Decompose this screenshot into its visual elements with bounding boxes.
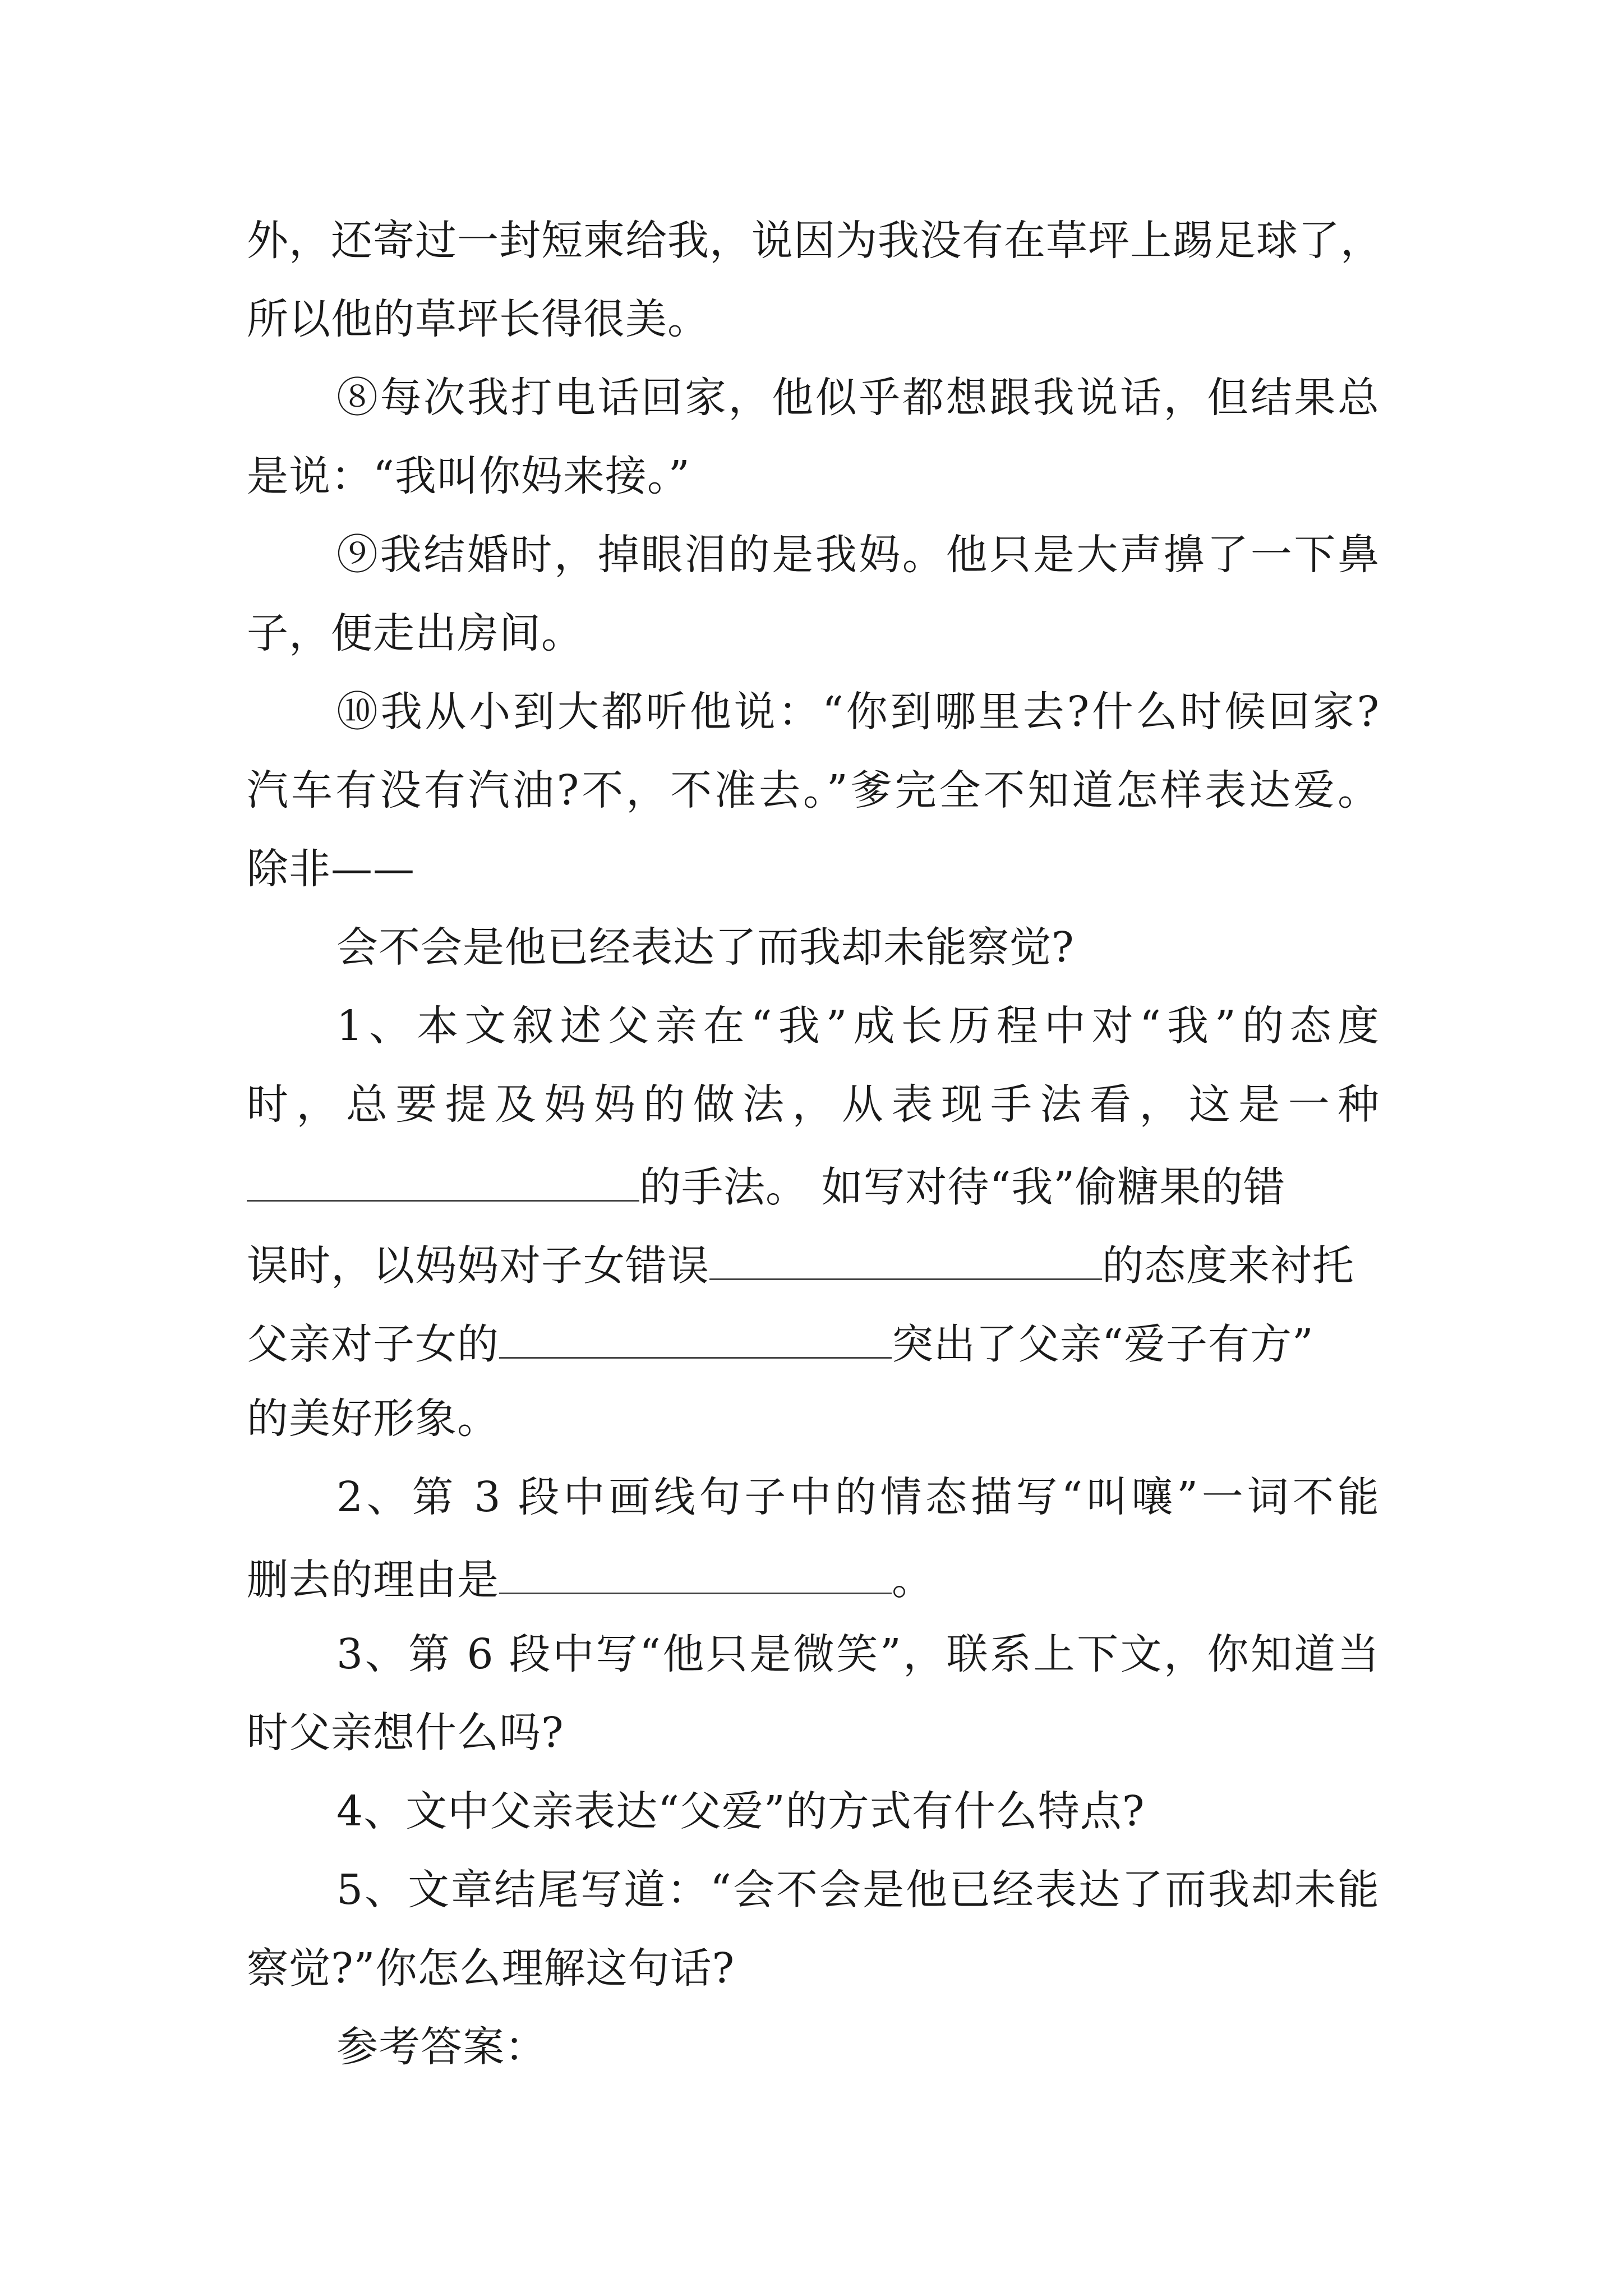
question-2-line: 2、第 3 段中画线句子中的情态描写“叫嚷”一词不能: [336, 1473, 1380, 1521]
text-line: 的美好形象。: [247, 1395, 499, 1443]
text-segment: 。: [892, 1556, 934, 1604]
text-line: 时，总要提及妈妈的做法，从表现手法看，这是一种: [247, 1080, 1380, 1129]
text-line: 察觉?”你怎么理解这句话?: [247, 1944, 735, 1993]
paragraph-8-line: ⑧每次我打电话回家，他似乎都想跟我说话，但结果总: [336, 374, 1380, 422]
question-2-blank-line: [247, 1555, 1380, 1604]
answer-blank[interactable]: [499, 1555, 892, 1594]
question-1-blank-line: [247, 1319, 1380, 1369]
text-segment: 删去的理由是: [247, 1556, 499, 1604]
answer-blank[interactable]: [499, 1319, 892, 1359]
text-segment: 的态度来衬托: [1102, 1241, 1354, 1290]
text-line: 除非——: [247, 845, 415, 893]
question-3-line: 3、第 6 段中写“他只是微笑”，联系上下文，你知道当: [336, 1630, 1380, 1678]
paragraph-10-line: ⑩我从小到大都听他说：“你到哪里去?什么时候回家?: [336, 688, 1380, 736]
question-1-line: 1、本文叙述父亲在“我”成长历程中对“我”的态度: [336, 1002, 1380, 1050]
text-segment: 突出了父亲“爱子有方”: [892, 1320, 1314, 1369]
question-1-blank-line: [247, 1162, 1380, 1212]
question-4-line: 4、文中父亲表达“父爱”的方式有什么特点?: [336, 1787, 1145, 1835]
text-segment: 误时，以妈妈对子女错误: [247, 1241, 709, 1290]
text-segment: 的手法。 如写对待“我”偷糖果的错: [639, 1163, 1286, 1212]
text-segment: 父亲对子女的: [247, 1320, 499, 1369]
text-line: 外，还寄过一封短柬给我，说因为我没有在草坪上踢足球了，: [247, 217, 1382, 265]
text-line: 子，便走出房间。: [247, 609, 583, 657]
closing-sentence: 会不会是他已经表达了而我却未能察觉?: [336, 923, 1075, 972]
question-5-line: 5、文章结尾写道：“会不会是他已经表达了而我却未能: [336, 1866, 1380, 1914]
answer-blank[interactable]: [247, 1162, 639, 1202]
paragraph-9-line: ⑨我结婚时，掉眼泪的是我妈。他只是大声擤了一下鼻: [336, 531, 1380, 579]
question-1-blank-line: [247, 1241, 1380, 1290]
text-line: 时父亲想什么吗?: [247, 1709, 564, 1757]
text-line: 是说：“我叫你妈来接。”: [247, 452, 690, 500]
reference-answers-heading: 参考答案：: [336, 2023, 547, 2071]
text-line: 汽车有没有汽油?不，不准去。”爹完全不知道怎样表达爱。: [247, 766, 1380, 815]
answer-blank[interactable]: [709, 1241, 1102, 1280]
text-line: 所以他的草坪长得很美。: [247, 295, 709, 343]
